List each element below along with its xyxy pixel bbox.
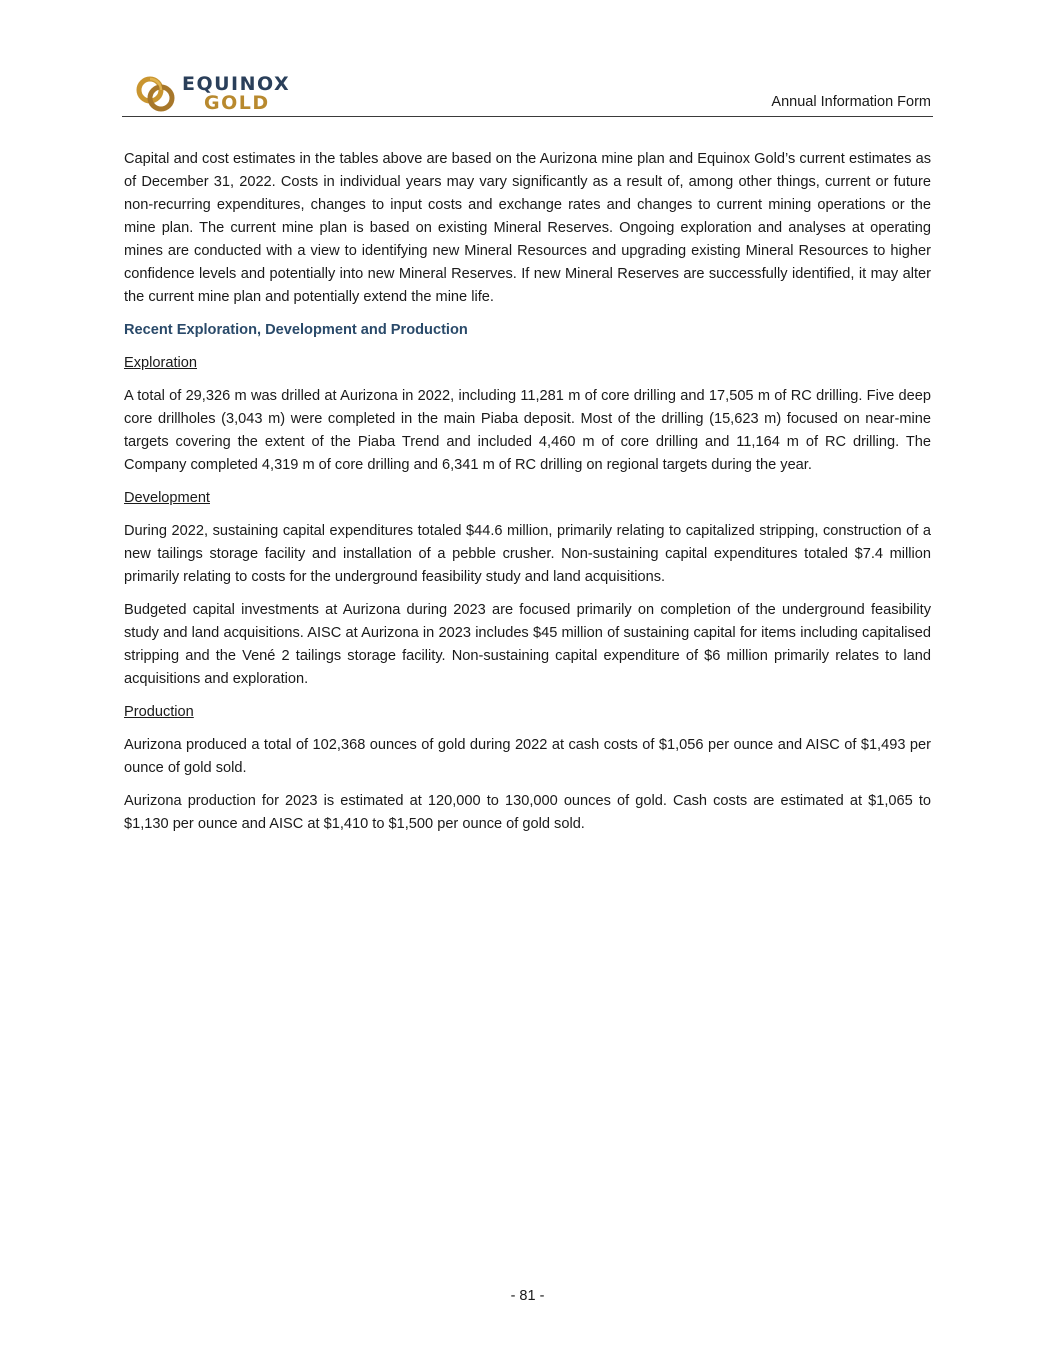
document-title: Annual Information Form [771,94,931,110]
development-heading: Development [124,490,210,506]
production-heading: Production [124,704,194,720]
development-paragraph-2: Budgeted capital investments at Aurizona during 2023 are focused primarily on completion of the underground feasibility study and land acquisitions. AISC at Aurizona in 2023 includes $45 million of sustaining capital for items including capitalised stripping and the Vené 2 tailings storage facility. Non-sustaining capital expenditure of $6 million primarily relates to land acquisitions and exploration. [124,602,931,687]
exploration-paragraph: A total of 29,326 m was drilled at Aurizona in 2022, including 11,281 m of core drilling and 17,505 m of RC drilling. Five deep core drillholes (3,043 m) were completed in the main Piaba deposit. Most of the drilling (15,623 m) focused on near-mine targets covering the extent of the Piaba Trend and included 4,460 m of core drilling and 11,164 m of RC drilling. The Company completed 4,319 m of core drilling and 6,341 m of RC drilling on regional targets during the year. [124,388,931,473]
interlocking-rings-icon [134,72,178,116]
page-header [122,70,933,117]
page-number: - 81 - [510,1288,545,1304]
company-logo [134,72,304,116]
logo-wordmark-gold: GOLD [204,92,270,114]
logo-wordmark-equinox: EQUINOX [182,73,291,95]
capital-estimates-paragraph: Capital and cost estimates in the tables above are based on the Aurizona mine plan and Equinox Gold’s current estimates as of December 31, 2022. Costs in individual years may vary significantly as a result of, among other things, current or future non-recurring expenditures, changes to input costs and exchange rates and changes to current mining operations or the mine plan. The current mine plan is based on existing Mineral Reserves. Ongoing exploration and analyses at operating mines are conducted with a view to identifying new Mineral Resources and upgrading existing Mineral Resources to higher confidence levels and potentially into new Mineral Reserves. If new Mineral Reserves are successfully identified, it may alter the current mine plan and potentially extend the mine life. [124,151,931,305]
production-paragraph-2: Aurizona production for 2023 is estimated at 120,000 to 130,000 ounces of gold. Cash costs are estimated at $1,065 to $1,130 per ounce and AISC at $1,410 to $1,500 per ounce of gold sold. [124,793,931,832]
development-paragraph-1: During 2022, sustaining capital expenditures totaled $44.6 million, primarily relating to capitalized stripping, construction of a new tailings storage facility and installation of a pebble crusher. Non-sustaining capital expenditures totaled $7.4 million primarily relating to costs for the underground feasibility study and land acquisitions. [124,523,931,585]
section-heading: Recent Exploration, Development and Production [124,322,468,338]
exploration-heading: Exploration [124,355,198,371]
production-paragraph-1: Aurizona produced a total of 102,368 ounces of gold during 2022 at cash costs of $1,056 per ounce and AISC of $1,493 per ounce of gold sold. [124,737,931,776]
page-content [124,148,931,846]
